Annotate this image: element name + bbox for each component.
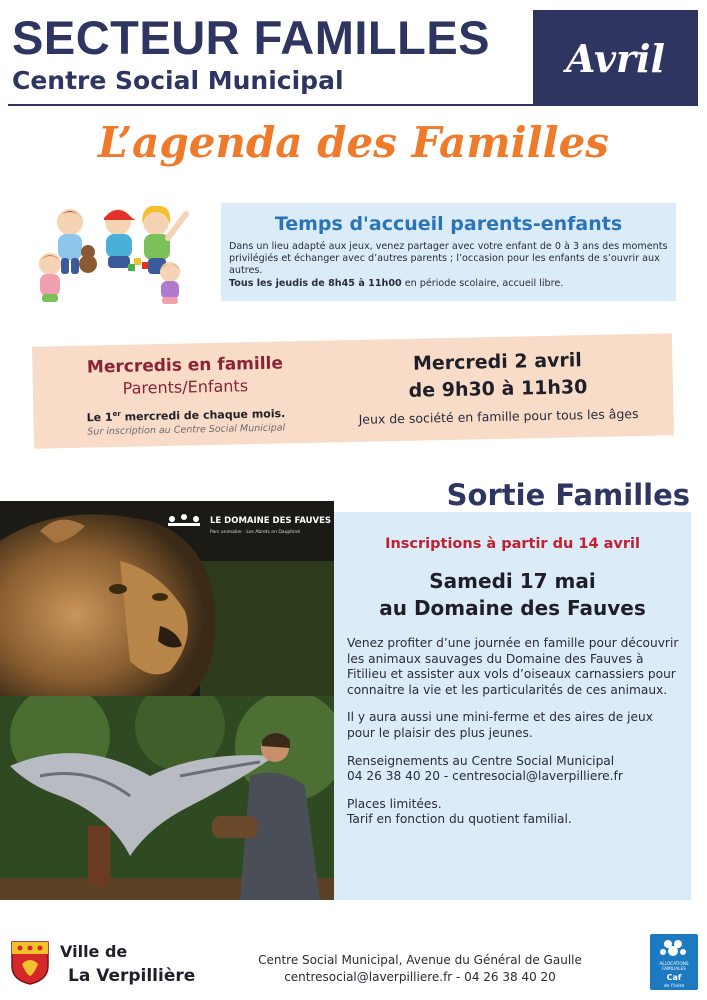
mercredis-left <box>52 353 319 438</box>
accueil-description: Dans un lieu adapté aux jeux, venez partager avec votre enfant de 0 à 3 ans des moments privilégiés et échanger avec d’autres parents ; l’occasion pour les enfants de s’ouvrir aux autres. <box>229 241 668 277</box>
month-badge <box>533 10 698 106</box>
caf-logo <box>650 934 698 990</box>
footer-address <box>230 952 610 986</box>
mercredis-box <box>32 333 674 448</box>
domaine-logo-text: LE DOMAINE DES FAUVES <box>210 516 332 526</box>
accueil-schedule <box>229 278 668 290</box>
accueil-schedule-rest: en période scolaire, accueil libre. <box>401 277 564 289</box>
mercredis-activity: Jeux de société en famille pour tous les âges <box>358 406 639 427</box>
accueil-box <box>221 203 676 301</box>
mercredis-date: Mercredi 2 avril <box>412 349 583 375</box>
accueil-title: Temps d'accueil parents-enfants <box>274 213 623 235</box>
mercredis-right <box>327 345 668 427</box>
sortie-contact-line2: 04 26 38 40 20 - centresocial@laverpilliere.fr <box>347 769 623 784</box>
mercredis-title: Mercredis en famille <box>86 353 284 378</box>
eagle-photo <box>0 696 334 900</box>
header-divider <box>8 104 534 106</box>
mercredis-subtitle: Parents/Enfants <box>122 376 249 398</box>
mercredis-inscription: Sur inscription au Centre Social Municipal <box>87 422 286 438</box>
sortie-tarif: Tarif en fonction du quotient familial. <box>347 812 572 827</box>
accueil-schedule-bold: Tous les jeudis de 8h45 à 11h00 <box>229 277 402 289</box>
sortie-contact-line1: Renseignements au Centre Social Municipal <box>347 753 615 768</box>
frequency-post: mercredi de chaque mois. <box>120 407 286 424</box>
agenda-title: L’agenda des Familles <box>98 118 609 167</box>
sortie-conditions <box>344 797 681 828</box>
sortie-title: Sortie Familles <box>446 478 690 512</box>
ville-line1: Ville de <box>60 942 128 961</box>
footer-address-line1: Centre Social Municipal, Avenue du Général de Gaulle <box>258 953 582 967</box>
sortie-places: Places limitées. <box>347 796 442 811</box>
sortie-description: Venez profiter d’une journée en famille pour découvrir les animaux sauvages du Domaine des Fauves à Fitilieu et assister aux vols d’oiseaux carnassiers pour connaitre la vie et les particularités de ces animaux. <box>347 636 679 697</box>
domaine-logo-sub: Parc animalier · Les Abrets en Dauphiné <box>210 530 301 535</box>
header-subtitle: Centre Social Municipal <box>12 66 344 95</box>
ville-line2: La Verpillière <box>68 966 196 986</box>
eagle-illustration <box>0 696 334 900</box>
caf-line1: ALLOCATIONS <box>659 961 689 966</box>
sortie-extra: Il y aura aussi une mini-ferme et des aires de jeux pour le plaisir des plus jeunes. <box>347 710 653 740</box>
caf-logo-icon <box>650 934 698 990</box>
frequency-sup: er <box>112 409 121 419</box>
caf-line3: Caf <box>666 973 682 982</box>
sortie-date: Samedi 17 mai <box>429 569 596 593</box>
ville-name <box>60 940 195 988</box>
footer-address-line2: centresocial@laverpilliere.fr - 04 26 38 40 20 <box>284 970 556 984</box>
mercredis-time: de 9h30 à 11h30 <box>408 376 588 402</box>
sortie-box <box>334 512 691 900</box>
sortie-place: au Domaine des Fauves <box>379 596 646 620</box>
lion-illustration <box>0 501 334 696</box>
lion-photo <box>0 501 334 696</box>
ville-coat-of-arms-icon <box>10 940 50 986</box>
header-title: SECTEUR FAMILLES <box>12 11 491 64</box>
children-playing-illustration <box>30 200 200 310</box>
sortie-contact <box>344 754 681 785</box>
month-label: Avril <box>566 35 665 81</box>
caf-line2: FAMILIALES <box>662 966 686 971</box>
frequency-pre: Le 1 <box>86 410 113 425</box>
sortie-inscriptions: Inscriptions à partir du 14 avril <box>385 536 640 552</box>
caf-line4: de l'Isère <box>663 984 685 989</box>
